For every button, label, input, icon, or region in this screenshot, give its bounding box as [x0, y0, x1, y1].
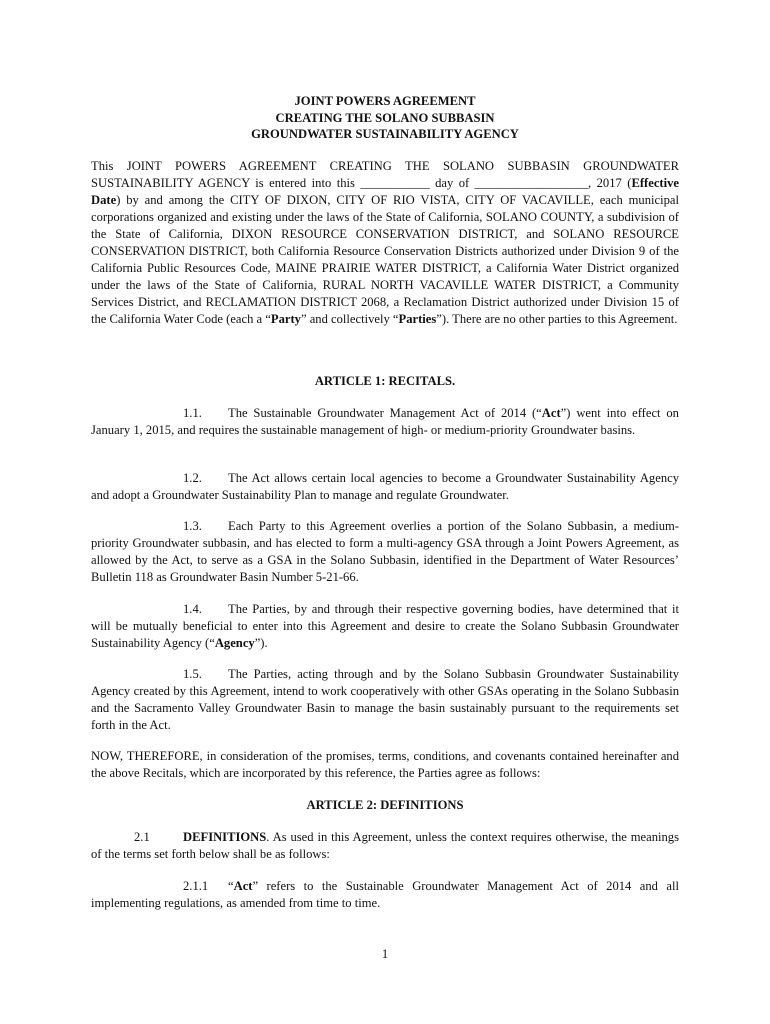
- recital-1-1: [91, 405, 679, 439]
- parties-term: Parties: [398, 312, 437, 326]
- title-line-2: CREATING THE SOLANO SUBBASIN: [275, 110, 495, 125]
- title-line-1: JOINT POWERS AGREEMENT: [294, 94, 476, 108]
- recital-number: 1.4.: [183, 602, 202, 616]
- party-term: Party: [270, 312, 301, 326]
- quote-mark: “: [228, 879, 234, 893]
- recital-text: Each Party to this Agreement overlies a portion of the Solano Subbasin, a medium-priority Groundwater subbasin, and has elected to form a multi-agency GSA through a Joint Powers Agreement, as allowed by the Act, to serve as a GSA in the Solano Subbasin, identified in the Department of Water Resources’ Bulletin 118 as Groundwater Basin Number 5-21-66.: [91, 519, 679, 584]
- recital-text: ”).: [254, 636, 268, 650]
- recital-text: The Parties, acting through and by the Solano Subbasin Groundwater Sustainability Agency created by this Agreement, intend to work cooperatively with other GSAs operating in the Solano Subbasin and the Sacramento Valley Groundwater Basin to manage the basin sustainably pursuant to the requirements set forth in the Act.: [91, 667, 679, 732]
- now-therefore-paragraph: NOW, THEREFORE, in consideration of the promises, terms, conditions, and covenants contained hereinafter and the above Recitals, which are incorporated by this reference, the Parties agree as follows:: [91, 749, 679, 780]
- act-term: Act: [541, 406, 561, 420]
- section-2-1: [91, 829, 679, 863]
- recital-text: The Sustainable Groundwater Management Act of 2014 (“: [228, 406, 542, 420]
- intro-text: ” and collectively “: [300, 312, 399, 326]
- act-term: Act: [233, 879, 253, 893]
- intro-text: ) by and among the CITY OF DIXON, CITY OF RIO VISTA, CITY OF VACAVILLE, each municipal corporations organized and existing under the laws of the State of California, SOLANO COUNTY, a subdivision of the State of California, DIXON RESOURCE CONSERVATION DISTRICT, and SOLANO RESOURCE CONSERVATION DISTRICT, both California Resource Conservation Districts authorized under Division 9 of the California Public Resources Code, MAINE PRAIRIE WATER DISTRICT, a California Water District organized under the laws of the State of California, RURAL NORTH VACAVILLE WATER DISTRICT, a Community Services District, and RECLAMATION DISTRICT 2068, a Reclamation District authorized under Division 15 of the California Water Code (each a “: [91, 193, 679, 326]
- article-2-heading: ARTICLE 2: DEFINITIONS: [306, 798, 464, 812]
- recital-number: 1.2.: [183, 471, 202, 485]
- article-1-heading: ARTICLE 1: RECITALS.: [314, 374, 456, 388]
- recital-text: ”) went into effect on January 1, 2015, and requires the sustainable management of high- or medium-priority Groundwater basins.: [91, 406, 679, 437]
- section-number: 2.1: [134, 830, 150, 844]
- recital-1-2: [91, 470, 679, 504]
- intro-text: This JOINT POWERS AGREEMENT CREATING THE SOLANO SUBBASIN GROUNDWATER SUSTAINABILITY AGENCY is entered into this ___________ day of __________________, 2017 (: [91, 159, 679, 190]
- recital-number: 1.3.: [183, 519, 202, 533]
- recital-1-5: [91, 666, 679, 734]
- recital-1-3: [91, 518, 679, 586]
- document-title: [0, 93, 770, 143]
- agency-term: Agency: [214, 636, 255, 650]
- effective-date-term: Effective Date: [91, 176, 679, 207]
- section-text: ” refers to the Sustainable Groundwater Management Act of 2014 and all implementing regulations, as amended from time to time.: [91, 879, 679, 910]
- recital-text: The Parties, by and through their respective governing bodies, have determined that it will be mutually beneficial to enter into this Agreement and desire to create the Solano Subbasin Groundwater Sustainability Agency (“: [91, 602, 679, 650]
- page-number: 1: [381, 947, 389, 961]
- section-text: . As used in this Agreement, unless the context requires otherwise, the meanings of the terms set forth below shall be as follows:: [91, 830, 679, 861]
- recital-number: 1.1.: [183, 406, 202, 420]
- section-number: 2.1.1: [183, 879, 209, 893]
- recital-text: The Act allows certain local agencies to become a Groundwater Sustainability Agency and adopt a Groundwater Sustainability Plan to manage and regulate Groundwater.: [91, 471, 679, 502]
- intro-text: ”). There are no other parties to this Agreement.: [436, 312, 678, 326]
- intro-paragraph: [91, 158, 679, 328]
- recital-1-4: [91, 601, 679, 652]
- title-line-3: GROUNDWATER SUSTAINABILITY AGENCY: [251, 127, 519, 141]
- recital-number: 1.5.: [183, 667, 202, 681]
- section-2-1-1: [91, 878, 679, 912]
- definitions-label: DEFINITIONS: [183, 830, 267, 844]
